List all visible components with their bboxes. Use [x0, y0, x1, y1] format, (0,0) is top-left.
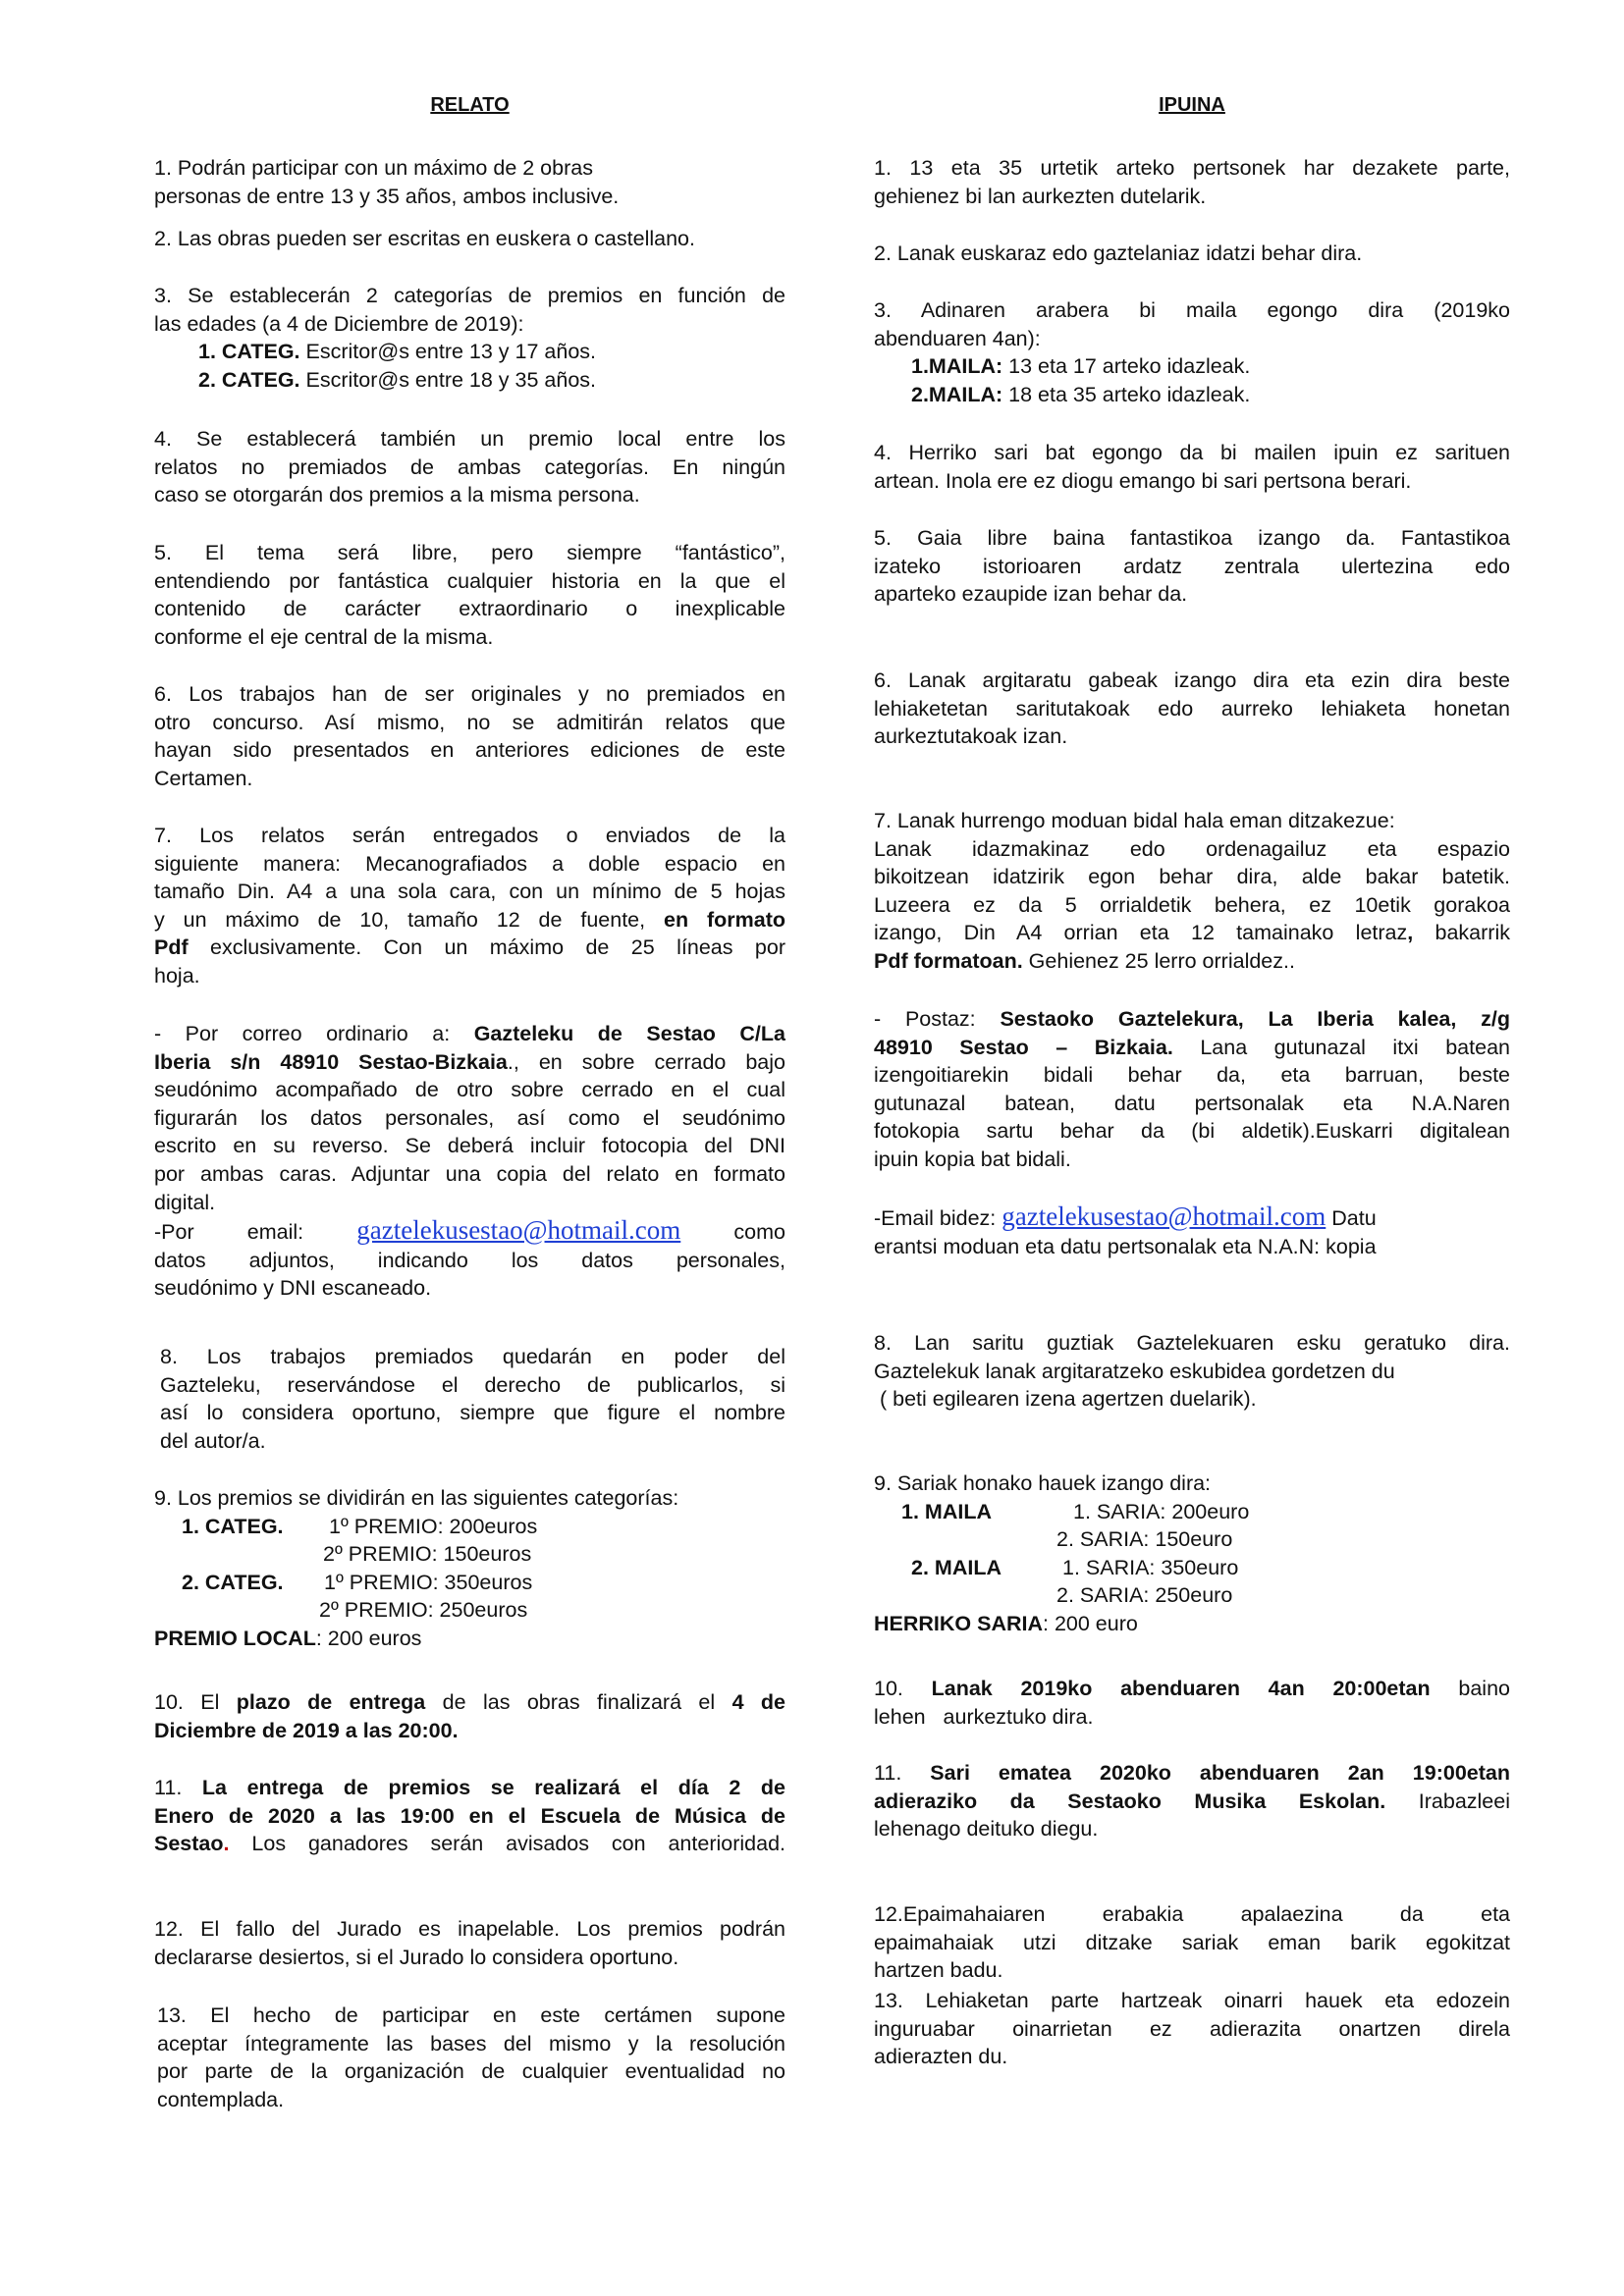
ipuina-rule-1: 1. 13 eta 35 urtetik arteko pertsonek har dezakete parte, gehienez bi lan aurkezten dutelarik.: [874, 156, 1510, 208]
relato-rule-8: 8. Los trabajos premiados quedarán en poder del Gazteleku, reservándose el derecho de publicarlos, si así lo considera oportuno, siempre que figure el nombre del autor/a.: [160, 1345, 785, 1453]
relato-rule-13: 13. El hecho de participar en este certámen supone aceptar íntegramente las bases del mismo y la resolución por parte de la organización de cualquier eventualidad no contemplada.: [157, 2003, 785, 2111]
ipuina-rule-8: 8. Lan saritu guztiak Gaztelekuaren esku geratuko dira. Gaztelekuk lanak argitaratzeko eskubidea gordetzen du ( beti egilearen izena agertzen duelarik).: [874, 1331, 1510, 1412]
ipuina-rule-11: 11. Sari ematea 2020ko abenduaren 2an 19:00etan adieraziko da Sestaoko Musika Eskolan. Irabazleei lehenago deituko diegu.: [874, 1761, 1510, 1842]
relato-rule-7: 7. Los relatos serán entregados o enviados de la siguiente manera: Mecanografiados a doble espacio en tamaño Din. A4 a una sola cara, con un mínimo de 5 hojas y un máximo de 10, tamaño 12 de fuente, en formato Pdf exclusivamente. Con un máximo de 25 líneas por hoja.: [154, 824, 786, 988]
ipuina-rule-2: 2. Lanak euskaraz edo gaztelaniaz idatzi behar dira.: [874, 241, 1363, 265]
relato-rule-9: 9. Los premios se dividirán en las siguientes categorías: 1. CATEG. 1º PREMIO: 200euros 2º PREMIO: 150euros 2. CATEG. 1º PREMIO: 350euros 2º PREMIO: 250euros PREMIO LOCAL: 200 euros: [154, 1486, 679, 1650]
ipuina-rule-12: 12.Epaimahaiaren erabakia apalaezina da eta epaimahaiak utzi ditzake sariak eman barik egokitzat hartzen badu.: [874, 1902, 1510, 1983]
ipuina-email: -Email bidez: gaztelekusestao@hotmail.com Datu erantsi moduan eta datu pertsonalak eta N.A.N: kopia: [874, 1201, 1377, 1258]
relato-rule-2: 2. Las obras pueden ser escritas en euskera o castellano.: [154, 227, 695, 250]
ipuina-rule-13: 13. Lehiaketan parte hartzeak oinarri hauek eta edozein inguruabar oinarrietan ez adierazita onartzen direla adierazten du.: [874, 1989, 1510, 2069]
ipuina-heading: IPUINA: [1159, 94, 1225, 116]
relato-rule-6: 6. Los trabajos han de ser originales y no premiados en otro concurso. Así mismo, no se admitirán relatos que hayan sido presentados en anteriores ediciones de este Certamen.: [154, 682, 785, 790]
ipuina-rule-10: 10. Lanak 2019ko abenduaren 4an 20:00etan baino lehen aurkeztuko dira.: [874, 1677, 1510, 1729]
relato-rule-3: 3. Se establecerán 2 categorías de premios en función de las edades (a 4 de Diciembre de 2019): 1. CATEG. Escritor@s entre 13 y 17 años. 2. CATEG. Escritor@s entre 18 y 35 años.: [154, 284, 785, 392]
relato-heading: RELATO: [430, 94, 510, 116]
ipuina-rule-9: 9. Sariak honako hauek izango dira: 1. MAILA 1. SARIA: 200euro 2. SARIA: 150euro 2. MAILA 1. SARIA: 350euro 2. SARIA: 250euro HERRIKO SARIA: 200 euro: [874, 1471, 1250, 1635]
ipuina-rule-4: 4. Herriko sari bat egongo da bi mailen ipuin ez sarituen artean. Inola ere ez diogu emango bi sari pertsona berari.: [874, 441, 1510, 493]
relato-rule-10: 10. El plazo de entrega de las obras finalizará el 4 de Diciembre de 2019 a las 20:00.: [154, 1690, 785, 1742]
email-link[interactable]: gaztelekusestao@hotmail.com: [356, 1215, 681, 1245]
ipuina-rule-6: 6. Lanak argitaratu gabeak izango dira eta ezin dira beste lehiaketetan saritutakoak edo aurreko lehiaketa honetan aurkeztutakoak izan.: [874, 668, 1510, 749]
relato-rule-11: 11. La entrega de premios se realizará el día 2 de Enero de 2020 a las 19:00 en el Escuela de Música de Sestao. Los ganadores serán avisados con anterioridad.: [154, 1776, 786, 1856]
email-link[interactable]: gaztelekusestao@hotmail.com: [1001, 1201, 1326, 1231]
relato-email: -Por email: gaztelekusestao@hotmail.com como datos adjuntos, indicando los datos personales, seudónimo y DNI escaneado.: [154, 1215, 785, 1301]
relato-postal: - Por correo ordinario a: Gazteleku de Sestao C/La Iberia s/n 48910 Sestao-Bizkaia., en sobre cerrado bajo seudónimo acompañado de otro sobre cerrado en el cual figurarán los datos personales, así como el seudónimo escrito en su reverso. Se deberá incluir fotocopia del DNI por ambas caras. Adjuntar una copia del relato en formato digital.: [154, 1022, 785, 1214]
relato-rule-5: 5. El tema será libre, pero siempre “fantástico”, entendiendo por fantástica cualquier historia en la que el contenido de carácter extraordinario o inexplicable conforme el eje central de la misma.: [154, 541, 785, 649]
ipuina-rule-5: 5. Gaia libre baina fantastikoa izango da. Fantastikoa izateko istorioaren ardatz zentrala ulertezina edo aparteko ezaupide izan behar da.: [874, 526, 1510, 607]
ipuina-rule-7: 7. Lanak hurrengo moduan bidal hala eman ditzakezue: Lanak idazmakinaz edo ordenagailuz eta espazio bikoitzean idatzirik egon behar dira, alde bakar batetik. Luzeera ez da 5 orrialdetik behera, ez 10etik gorakoa izango, Din A4 orrian eta 12 tamainako letraz, bakarrik Pdf formatoan. Gehienez 25 lerro orrialdez..: [874, 809, 1510, 973]
relato-rule-4: 4. Se establecerá también un premio local entre los relatos no premiados de ambas categorías. En ningún caso se otorgarán dos premios a la misma persona.: [154, 427, 785, 507]
ipuina-postal: - Postaz: Sestaoko Gaztelekura, La Iberia kalea, z/g 48910 Sestao – Bizkaia. Lana gutunazal itxi batean izengoitiarekin bidali behar da, eta barruan, beste gutunazal batean, datu pertsonalak eta N.A.Naren fotokopia sartu behar da (bi aldetik).Euskarri digitalean ipuin kopia bat bidali.: [874, 1007, 1510, 1171]
relato-rule-1: 1. Podrán participar con un máximo de 2 obras personas de entre 13 y 35 años, ambos inclusive.: [154, 156, 620, 208]
relato-rule-12: 12. El fallo del Jurado es inapelable. Los premios podrán declararse desiertos, si el Jurado lo considera oportuno.: [154, 1917, 785, 1969]
ipuina-rule-3: 3. Adinaren arabera bi maila egongo dira (2019ko abenduaren 4an): 1.MAILA: 13 eta 17 arteko idazleak. 2.MAILA: 18 eta 35 arteko idazleak.: [874, 298, 1510, 406]
